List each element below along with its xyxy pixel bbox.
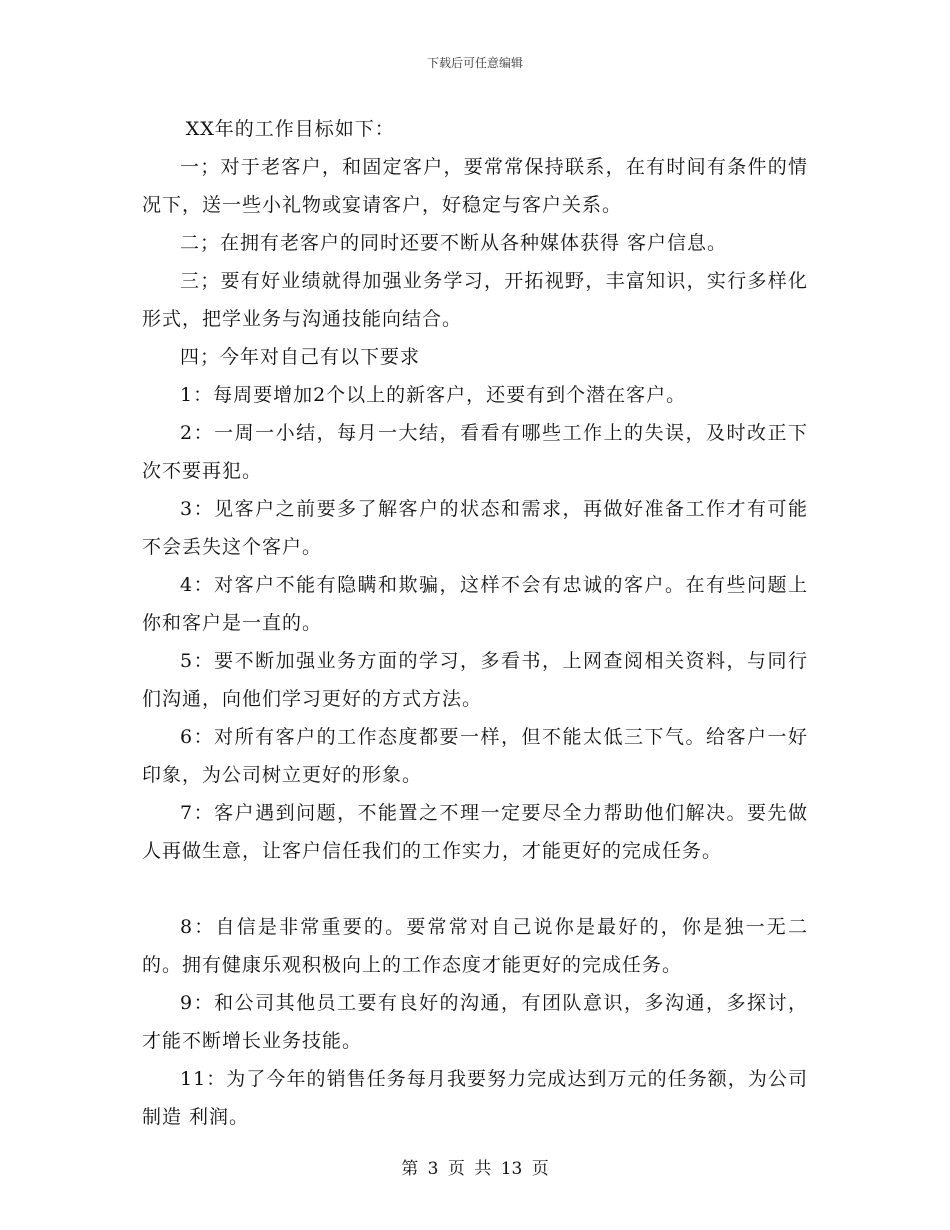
paragraph-goal-2: 二；在拥有老客户的同时还要不断从各种媒体获得 客户信息。	[180, 232, 728, 254]
paragraph-item-3: 3：见客户之前要多了解客户的状态和需求，再做好准备工作才有可能不会丢失这个客户。	[142, 498, 808, 558]
paragraph-item-9: 9：和公司其他员工要有良好的沟通，有团队意识，多沟通，多探讨，才能不断增长业务技能。	[142, 992, 808, 1052]
paragraph-intro: XX年的工作目标如下：	[185, 118, 395, 140]
paragraph-goal-1: 一；对于老客户，和固定客户，要常常保持联系，在有时间有条件的情况下，送一些小礼物或宴请客户，好稳定与客户关系。	[142, 156, 808, 216]
paragraph-goal-3: 三；要有好业绩就得加强业务学习，开拓视野，丰富知识，实行多样化形式，把学业务与沟通技能向结合。	[142, 270, 808, 330]
paragraph-item-6: 6：对所有客户的工作态度都要一样，但不能太低三下气。给客户一好印象，为公司树立更好的形象。	[142, 726, 808, 786]
paragraph-gap	[142, 870, 808, 908]
paragraph-item-1: 1：每周要增加2个以上的新客户，还要有到个潜在客户。	[180, 384, 687, 406]
document-body	[142, 110, 808, 1136]
paragraph-goal-4: 四；今年对自己有以下要求	[180, 346, 421, 368]
paragraph-item-11: 11：为了今年的销售任务每月我要努力完成达到万元的任务额，为公司制造 利润。	[142, 1068, 808, 1128]
page-header: 下载后可任意编辑	[426, 56, 523, 70]
paragraph-item-8: 8：自信是非常重要的。要常常对自己说你是最好的，你是独一无二的。拥有健康乐观积极向上的工作态度才能更好的完成任务。	[142, 916, 808, 976]
page-footer: 第 3 页 共 13 页	[401, 1159, 549, 1179]
paragraph-item-4: 4：对客户不能有隐瞒和欺骗，这样不会有忠诚的客户。在有些问题上你和客户是一直的。	[142, 574, 808, 634]
paragraph-item-7: 7：客户遇到问题，不能置之不理一定要尽全力帮助他们解决。要先做人再做生意，让客户信任我们的工作实力，才能更好的完成任务。	[142, 802, 808, 862]
paragraph-item-5: 5：要不断加强业务方面的学习，多看书，上网查阅相关资料，与同行们沟通，向他们学习更好的方式方法。	[142, 650, 808, 710]
paragraph-item-2: 2：一周一小结，每月一大结，看看有哪些工作上的失误，及时改正下次不要再犯。	[142, 422, 808, 482]
